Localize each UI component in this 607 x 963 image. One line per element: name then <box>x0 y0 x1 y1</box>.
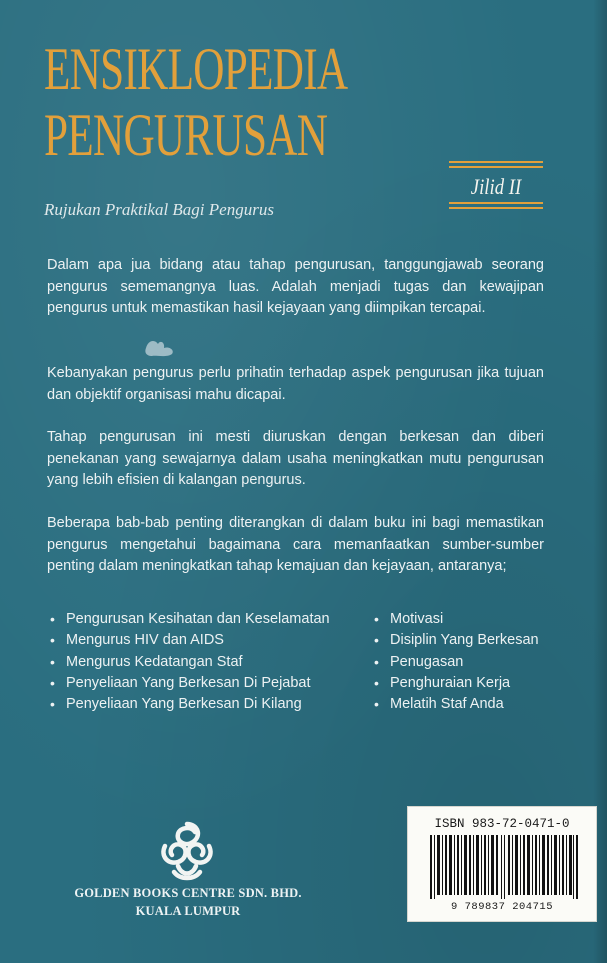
list-item: • Penyeliaan Yang Berkesan Di Pejabat <box>48 673 330 694</box>
aspect-paragraph: Kebanyakan pengurus perlu prihatin terhadap aspek pengurusan jika tujuan dan objektif organisasi mahu dicapai. <box>47 365 544 403</box>
volume-badge <box>449 161 543 209</box>
publisher-city: KUALA LUMPUR <box>135 904 241 918</box>
list-item: • Motivasi <box>372 609 539 630</box>
volume-label: Jilid II <box>470 174 522 199</box>
list-item: • Penghuraian Kerja <box>372 673 539 694</box>
isbn-barcode <box>407 806 597 922</box>
book-title <box>44 36 347 168</box>
management-paragraph: Tahap pengurusan ini mesti diuruskan dengan berkesan dan diberi penekanan yang sewajarnya dalam usaha meningkatkan mutu pengurusan yang lebih efisien di kalangan pengurus. <box>47 429 544 488</box>
chapters-paragraph: Beberapa bab-bab penting diterangkan di dalam buku ini bagi memastikan pengurus mengetahui bagaimana cara memanfaatkan sumber-sumber penting dalam meningkatkan tahap kemajuan dan kejayaan, antaranya; <box>47 515 544 574</box>
volume-rule-bottom-2 <box>449 207 543 209</box>
intro-paragraph: Dalam apa jua bidang atau tahap pengurusan, tanggungjawab seorang pengurus sememangnya luas. Adalah menjadi tugas dan kewajipan pengurus untuk memastikan hasil kejayaan yang diimpikan tercapai. <box>47 257 544 316</box>
title-line-1: ENSIKLOPEDIA <box>44 36 348 102</box>
list-item: • Penugasan <box>372 652 539 673</box>
list-item: • Mengurus HIV dan AIDS <box>48 630 330 651</box>
print-blemish-mark <box>142 334 178 360</box>
volume-rule-top-2 <box>449 166 543 168</box>
volume-rule-bottom-1 <box>449 202 543 204</box>
topic-list-right <box>372 609 539 715</box>
book-subtitle: Rujukan Praktikal Bagi Pengurus <box>44 200 274 219</box>
volume-rule-top-1 <box>449 161 543 163</box>
list-item: • Pengurusan Kesihatan dan Keselamatan <box>48 609 330 630</box>
list-item: • Disiplin Yang Berkesan <box>372 630 539 651</box>
publisher-name: GOLDEN BOOKS CENTRE SDN. BHD. <box>74 886 302 900</box>
isbn-text: ISBN 983-72-0471-0 <box>434 817 570 831</box>
barcode-bars <box>430 835 578 899</box>
list-item: • Penyeliaan Yang Berkesan Di Kilang <box>48 694 330 715</box>
golden-books-logo-icon <box>158 820 216 882</box>
topic-list-left <box>48 609 330 715</box>
barcode-number: 9 789837 204715 <box>450 901 553 913</box>
list-item: • Melatih Staf Anda <box>372 694 539 715</box>
list-item: • Mengurus Kedatangan Staf <box>48 652 330 673</box>
title-line-2: PENGURUSAN <box>44 102 328 168</box>
